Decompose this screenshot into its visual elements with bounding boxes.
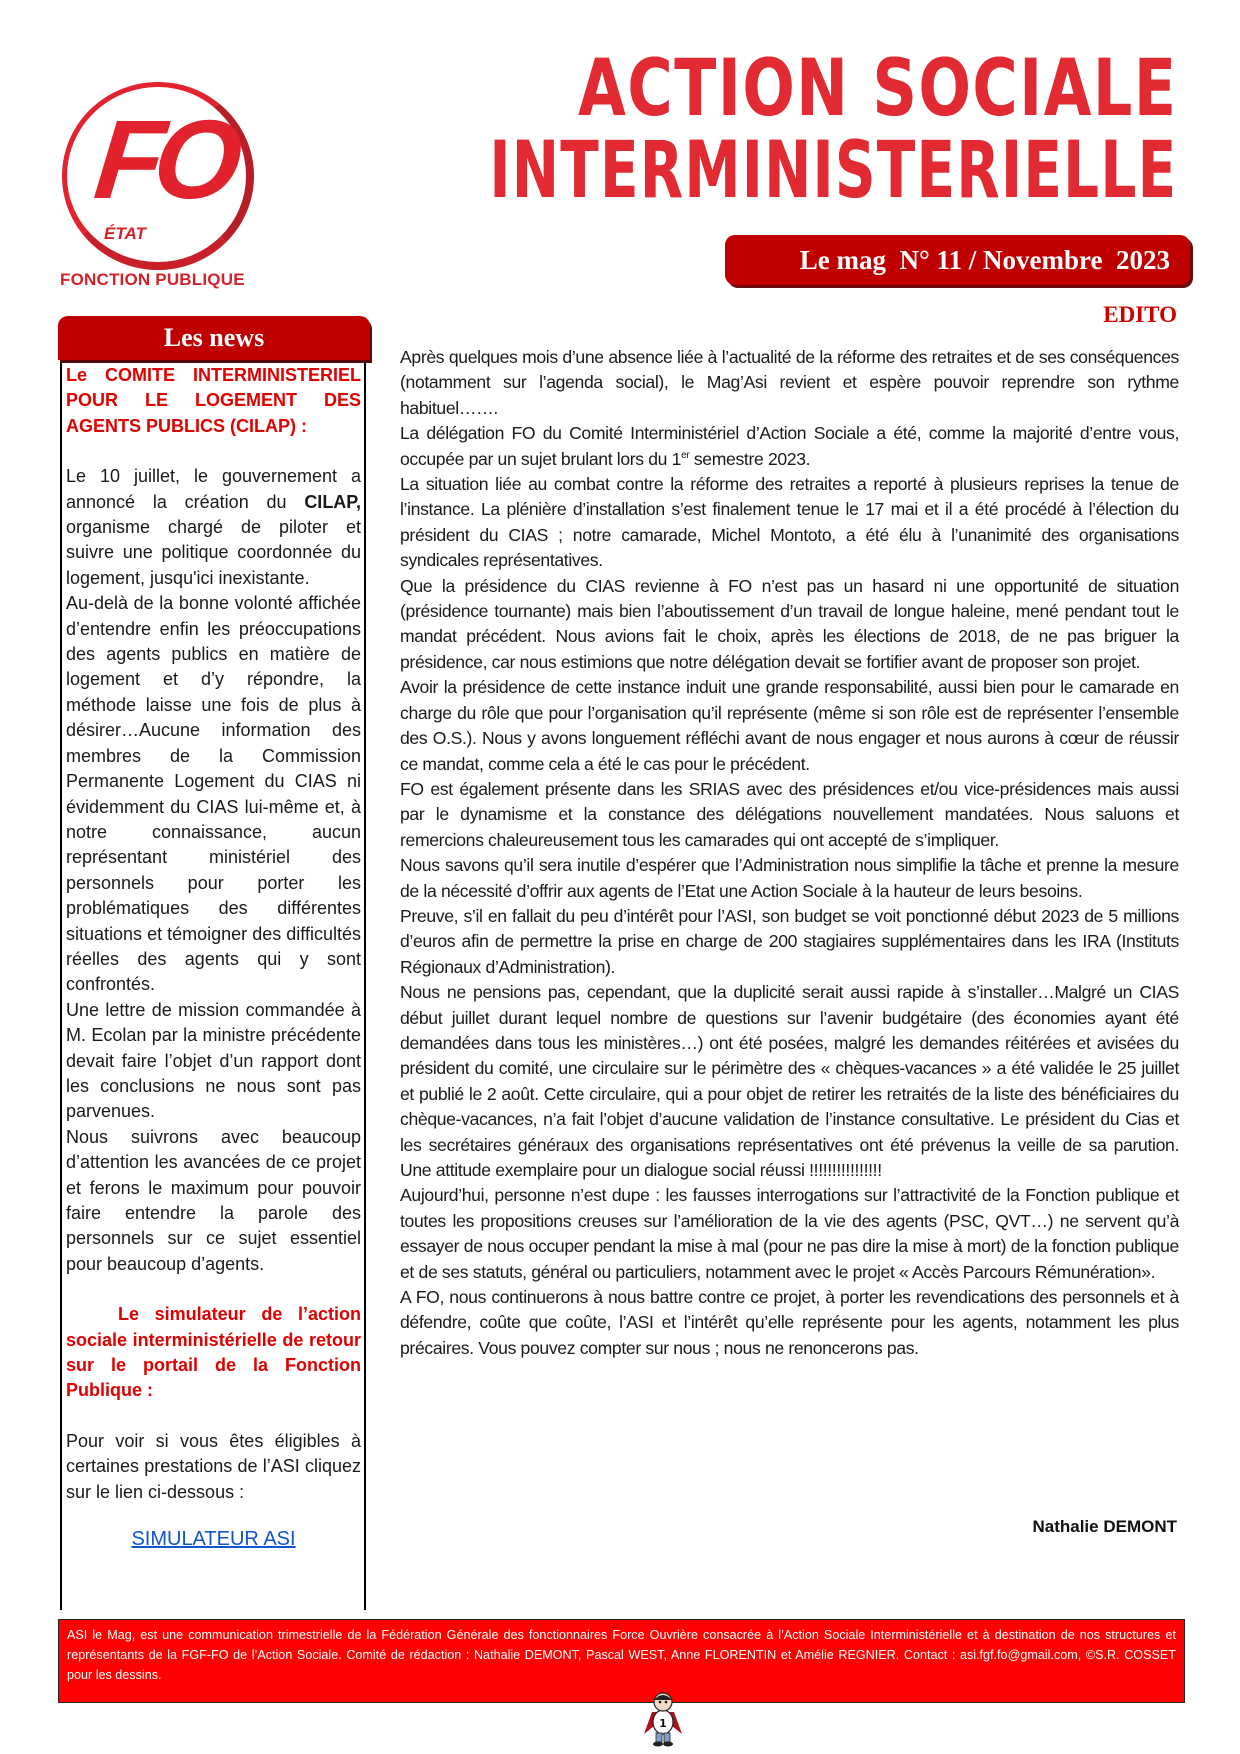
news-item-1-heading: Le COMITE INTERMINISTERIEL POUR LE LOGEMENT DES AGENTS PUBLICS (CILAP) : xyxy=(66,365,361,436)
edito-article xyxy=(400,345,1179,1361)
masthead-title xyxy=(222,44,1178,216)
simulateur-asi-link[interactable]: SIMULATEUR ASI xyxy=(131,1528,296,1551)
edito-paragraph: Que la présidence du CIAS revienne à FO n’est pas un hasard ni une opportunité de situation (présidence tournante) mais bien l’aboutissement d’un travail de longue haleine, mené pendant tout le mandat précédent. Nous avions fait le choix, après les élections de 2018, de ne pas briguer la présidence, car nous estimions que notre délégation devait se fortifier avant de proposer son projet. xyxy=(400,575,1179,672)
news-item-2-heading: Le simulateur de l’action sociale interministérielle de retour sur le portail de la Fonction Publique : xyxy=(66,1304,361,1401)
edito-paragraph: FO est également présente dans les SRIAS avec des présidences et/ou vice-présidences mais aussi par le dynamisme et la constance des délégations nouvellement mandatées. Nous saluons et remercions chaleureusement tous les camarades qui ont accepté de s’impliquer. xyxy=(400,778,1179,850)
news-item-2-paragraph-1: Pour voir si vous êtes éligibles à certaines prestations de l’ASI cliquez sur le lien ci-dessous : xyxy=(66,1430,361,1502)
edito-paragraph: La délégation FO du Comité Interministériel d’Action Sociale a été, comme la majorité d’entre vous, occupée par un sujet brulant lors du 1er semestre 2023. xyxy=(400,423,1179,469)
logo-tag: ÉTAT xyxy=(104,224,146,243)
edito-paragraph: A FO, nous continuerons à nous battre contre ce projet, à porter les revendications des personnels et à défendre, coûte que coûte, l’ASI et l’intérêt qu’elle représente pour les agents, notamment les plus précaires. Vous pouvez compter sur nous ; nous ne renoncerons pas. xyxy=(400,1287,1179,1358)
edito-signature: Nathalie DEMONT xyxy=(1032,1517,1177,1536)
mascot-cartoon-icon xyxy=(638,1690,688,1748)
cilap-emphasis: CILAP, xyxy=(304,491,361,512)
news-item-1-paragraph-2: Au-delà de la bonne volonté affichée d’entendre enfin les préoccupations des agents publics en matière de logement et d’y répondre, la méthode laisse une fois de plus à désirer…Aucune information des membres de la Commission Permanente Logement du CIAS ni évidemment du CIAS lui-même et, à notre connaissance, aucun représentant ministériel des personnels pour porter les problématiques des différentes situations et témoigner des difficultés réelles des agents qui y sont confrontés. xyxy=(66,593,361,995)
section-label-edito: EDITO xyxy=(1103,302,1177,327)
issue-badge: Le mag N° 11 / Novembre 2023 xyxy=(725,235,1190,285)
footer-credits: ASI le Mag, est une communication trimestrielle de la Fédération Générale des fonctionnaires Force Ouvrière consacrée à l’Action Sociale Interministérielle et à destination de nos structures et représentants de la FGF-FO de l’Action Sociale. Comité de rédaction : Nathalie DEMONT, Pascal WEST, Anne FLORENTIN et Amélie REGNIER. Contact : asi.fgf.fo@gmail.com, ©S.R. COSSET pour les dessins. xyxy=(58,1619,1185,1703)
news-column xyxy=(66,363,361,1552)
edito-paragraph: La situation liée au combat contre la réforme des retraites a reporté à plusieurs reprises la tenue de l’instance. La plénière d’installation s’est finalement tenue le 17 mai et il a été procédé à l’élection du président du CIAS ; notre camarade, Michel Montoto, a été élu à l’unanimité des organisations syndicales représentatives. xyxy=(400,474,1179,571)
masthead-line-1: ACTION SOCIALE xyxy=(578,44,1178,134)
edito-paragraph: Nous savons qu’il sera inutile d’espérer que l’Administration nous simplifie la tâche et prenne la mesure de la nécessité d’offrir aux agents de l’Etat une Action Sociale à la hauteur de leurs besoins. xyxy=(400,855,1179,901)
svg-text:1: 1 xyxy=(659,1717,667,1730)
news-item-1-paragraph-3: Une lettre de mission commandée à M. Ecolan par la ministre précédente devait faire l’objet d’un rapport dont les conclusions ne nous sont pas parvenues. xyxy=(66,999,361,1122)
news-tab-header: Les news xyxy=(58,316,370,360)
masthead-line-2: INTERMINISTERIELLE xyxy=(490,126,1178,216)
edito-paragraph: Avoir la présidence de cette instance induit une grande responsabilité, aussi bien pour le camarade en charge du rôle que pour l’organisation qu’il représente (même si son rôle est de représenter l’ensemble des O.S.). Nous y avons longuement réfléchi avant de nous engager et nous aurons à cœur de réussir ce mandat, comme cela a été le cas pour le précédent. xyxy=(400,677,1179,774)
edito-paragraph: Preuve, s’il en fallait du peu d’intérêt pour l’ASI, son budget se voit ponctionné début 2023 de 5 millions d’euros afin de permettre la prise en charge de 200 stagiaires supplémentaires dans les IRA (Instituts Régionaux d’Administration). xyxy=(400,905,1179,977)
edito-paragraph: Après quelques mois d’une absence liée à l’actualité de la réforme des retraites et de ses conséquences (notamment sur l’agenda social), le Mag’Asi revient et espère pouvoir reprendre son rythme habituel……. xyxy=(400,347,1179,418)
edito-paragraph: Nous ne pensions pas, cependant, que la duplicité serait aussi rapide à s’installer…Malgré un CIAS début juillet durant lequel nombre de questions sur l’avenir budgétaire (des économies ayant été demandées dans tous les ministères…) ont été posées, malgré les demandes réitérées et avisées du président du comité, une circulaire sur le périmètre des « chèques-vacances » a été validée le 25 juillet et publié le 2 août. Cette circulaire, qui a pour objet de retirer les retraités de la liste des bénéficiaires du chèque-vacances, n’a fait l’objet d’aucune validation de l’instance consultative. Le président du Cias et les secrétaires généraux des organisations représentatives ont été prévenus la veille de sa parution. Une attitude exemplaire pour un dialogue social réussi !!!!!!!!!!!!!!!! xyxy=(400,982,1179,1180)
logo-mark: FO xyxy=(89,97,239,222)
news-item-1-paragraph-1: Le 10 juillet, le gouvernement a annoncé la création du CILAP, organisme chargé de piloter et suivre une politique coordonnée du logement, jusqu'ici inexistante. xyxy=(66,466,361,588)
edito-paragraph: Aujourd’hui, personne n’est dupe : les fausses interrogations sur l’attractivité de la Fonction publique et toutes les propositions creuses sur l’amélioration de la vie des agents (PSC, QVT…) ne servent qu’à essayer de nous occuper pendant la mise à mal (pour ne pas dire la mise à mort) de la fonction publique et de ses statuts, général ou particuliers, notamment avec le projet « Accès Parcours Rémunération». xyxy=(400,1185,1179,1282)
news-item-1-paragraph-4: Nous suivrons avec beaucoup d’attention les avancées de ce projet et ferons le maximum pour pouvoir faire entendre la parole des personnels sur ce sujet essentiel pour beaucoup d’agents. xyxy=(66,1126,361,1274)
logo-subtitle: FONCTION PUBLIQUE xyxy=(60,270,245,289)
